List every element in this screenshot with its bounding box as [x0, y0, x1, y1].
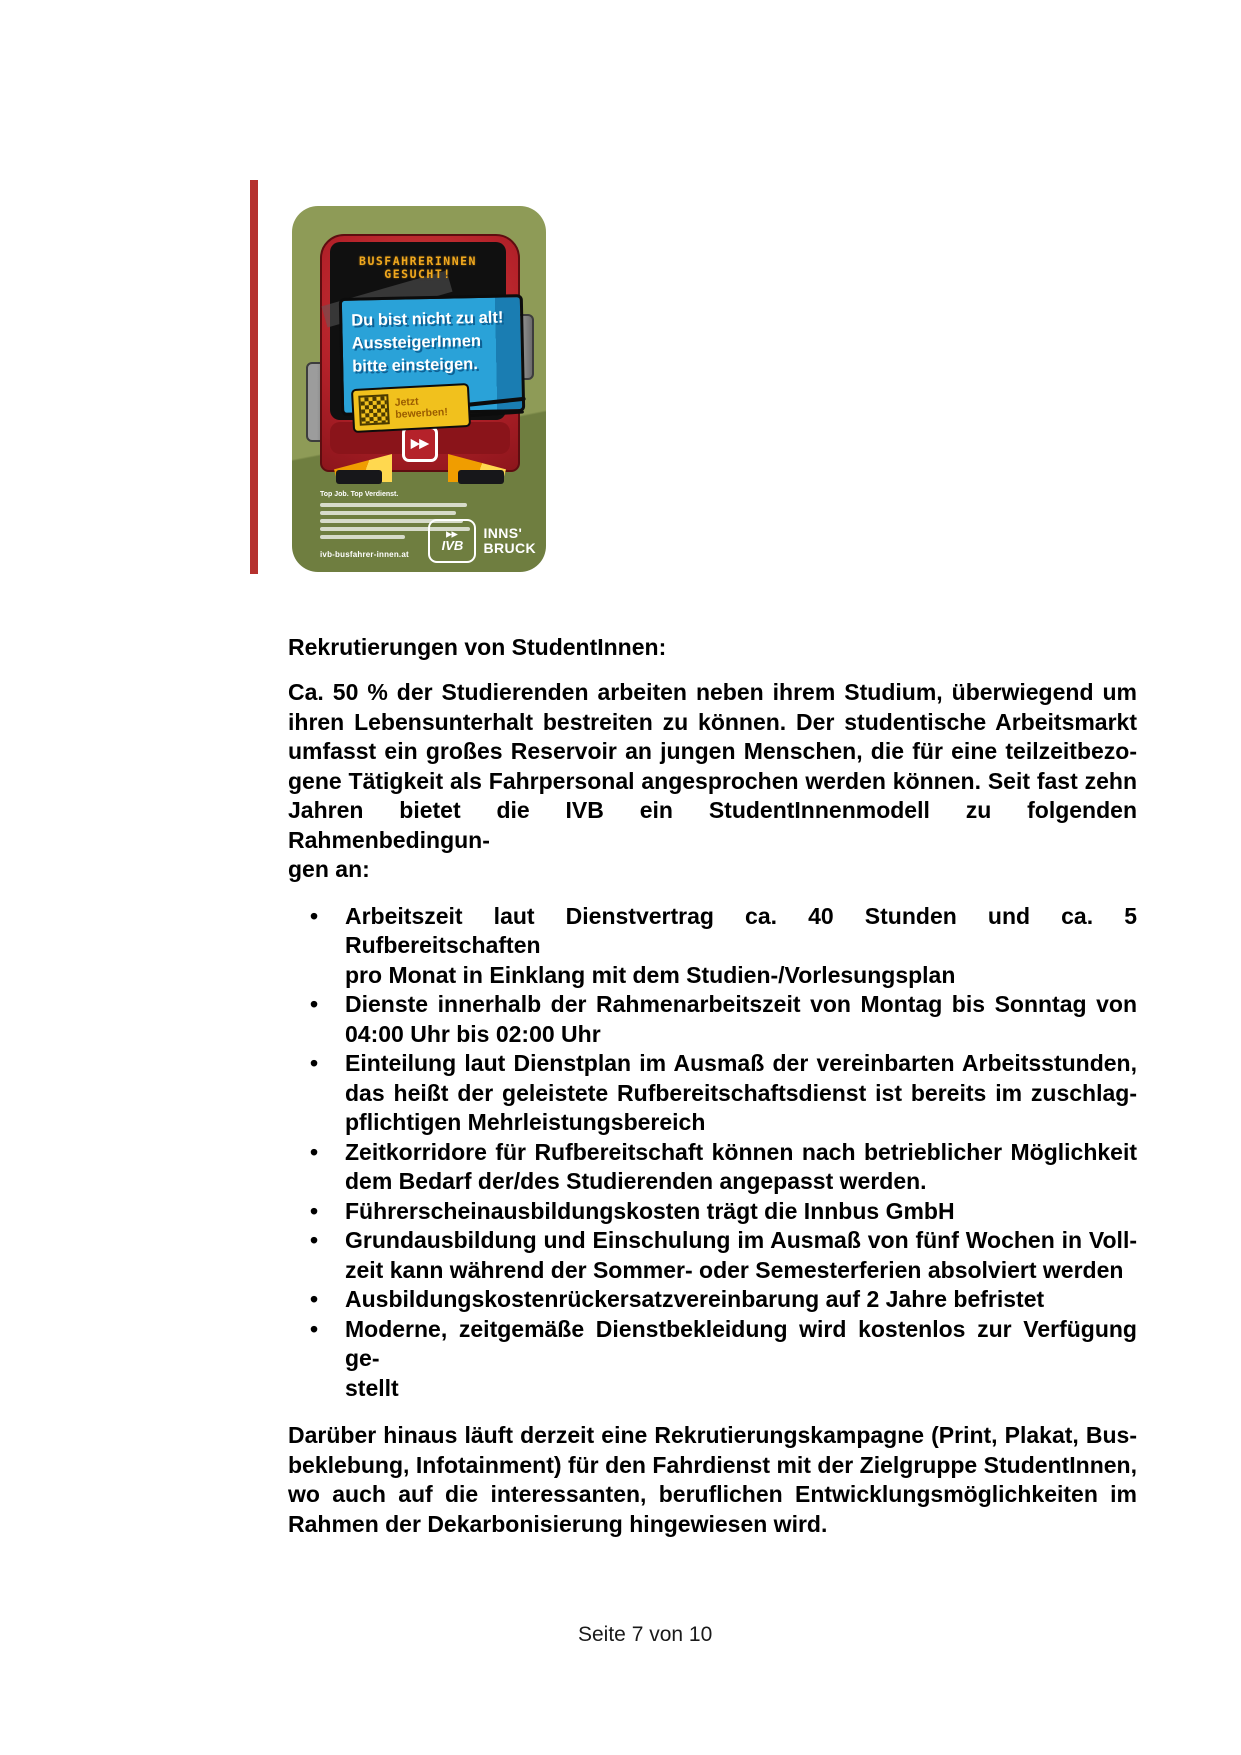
paragraph-1 — [288, 678, 1137, 885]
ivb-logo — [428, 519, 476, 563]
illegible-text-line — [320, 511, 456, 515]
bullet-item — [288, 990, 1137, 1049]
bullet-item — [288, 1049, 1137, 1138]
recruitment-poster-figure — [250, 180, 550, 576]
text-line: Ausbildungskostenrückersatzvereinbarung auf 2 Jahre befristet — [345, 1286, 1045, 1312]
text-line: wo auch auf die interessanten, beruflichen Entwicklungsmöglichkeiten im — [288, 1481, 1137, 1507]
wordmark-line1: INNS' — [483, 525, 523, 541]
text-line: pro Monat in Einklang mit dem Studien-/Vorlesungsplan — [345, 961, 956, 988]
bullet-marker: • — [310, 1286, 319, 1312]
poster-edge-strip — [250, 180, 258, 574]
ivb-bus-poster — [292, 206, 546, 572]
text-line: stellt — [345, 1374, 399, 1401]
bullet-marker: • — [310, 1227, 319, 1253]
wheel-right — [458, 470, 504, 484]
bullet-item — [288, 1197, 1137, 1227]
bullet-marker: • — [310, 991, 319, 1017]
text-line: ihren Lebensunterhalt bestreiten zu können. Der studentische Arbeitsmarkt — [288, 708, 1137, 735]
bullet-marker: • — [310, 902, 319, 929]
qr-sticker — [351, 383, 471, 433]
page-number: Seite 7 von 10 — [578, 1623, 713, 1646]
text-line: 04:00 Uhr bis 02:00 Uhr — [345, 1020, 601, 1047]
text-line: Rahmen der Dekarbonisierung hingewiesen wird. — [288, 1510, 828, 1537]
paragraph-2 — [288, 1421, 1137, 1539]
text-line: Führerscheinausbildungskosten trägt die Innbus GmbH — [345, 1197, 955, 1224]
text-line: bitte einsteigen. — [352, 355, 478, 376]
bullet-item — [288, 1315, 1137, 1404]
bullet-marker: • — [310, 1050, 319, 1076]
matrix-text-line1: BUSFAHRERINNEN — [359, 254, 477, 268]
bullet-item — [288, 1285, 1137, 1315]
bullet-item — [288, 902, 1137, 991]
ivb-logo-text: IVB — [441, 538, 464, 553]
document-body — [288, 632, 1137, 1556]
text-line: Darüber hinaus läuft derzeit eine Rekrutierungskampagne (Print, Plakat, Bus- — [288, 1422, 1137, 1448]
wheel-left — [336, 470, 382, 484]
text-line: Jahren bietet die IVB ein StudentInnenmodell zu folgenden Rahmenbedingun- — [288, 797, 1137, 853]
text-line: Zeitkorridore für Rufbereitschaft können nach betrieblicher Möglichkeit — [345, 1138, 1137, 1165]
illegible-text-line — [320, 503, 467, 507]
bullet-list — [288, 902, 1137, 1404]
bullet-marker: • — [310, 1197, 319, 1224]
sticker-text — [394, 394, 448, 421]
destination-display — [330, 246, 506, 290]
bullet-marker: • — [310, 1315, 319, 1342]
ivb-emblem — [402, 426, 438, 462]
section-heading: Rekrutierungen von StudentInnen: — [288, 634, 667, 660]
matrix-text-line2: GESUCHT! — [384, 267, 452, 281]
brand-lockup — [428, 519, 536, 563]
illegible-text-line — [320, 535, 405, 539]
sticker-line2: bewerben! — [395, 406, 449, 421]
innsbruck-wordmark — [483, 526, 536, 556]
poster-url: ivb-busfahrer-innen.at — [320, 550, 409, 559]
bullet-item — [288, 1138, 1137, 1197]
text-line: AussteigerInnen — [351, 331, 482, 353]
text-line: zeit kann während der Sommer- oder Semesterferien absolviert werden — [345, 1256, 1124, 1283]
text-line: Moderne, zeitgemäße Dienstbekleidung wird kostenlos zur Verfügung ge- — [345, 1315, 1137, 1371]
text-line: umfasst ein großes Reservoir an jungen Menschen, die für eine teilzeitbezo- — [288, 738, 1137, 764]
fine-print-lead: Top Job. Top Verdienst. — [320, 491, 399, 498]
text-line: Grundausbildung und Einschulung im Ausmaß von fünf Wochen in Voll- — [345, 1227, 1137, 1253]
text-line: Du bist nicht zu alt! — [351, 308, 504, 330]
text-line: pflichtigen Mehrleistungsbereich — [345, 1109, 706, 1135]
bullet-item — [288, 1226, 1137, 1285]
qr-code-icon — [358, 394, 390, 426]
sticker-line1: Jetzt — [394, 395, 419, 409]
text-line: das heißt der geleistete Rufbereitschaftsdienst ist bereits im zuschlag- — [345, 1079, 1137, 1106]
bus-windshield — [330, 242, 506, 420]
text-line: Dienste innerhalb der Rahmenarbeitszeit von Montag bis Sonntag von — [345, 991, 1137, 1017]
text-line: beklebung, Infotainment) für den Fahrdienst mit der Zielgruppe StudentInnen, — [288, 1451, 1137, 1478]
text-line: Arbeitszeit laut Dienstvertrag ca. 40 Stunden und ca. 5 Rufbereitschaften — [345, 902, 1137, 958]
text-line: gene Tätigkeit als Fahrpersonal angesprochen werden können. Seit fast zehn — [288, 767, 1137, 794]
text-line: Einteilung laut Dienstplan im Ausmaß der vereinbarten Arbeitsstunden, — [345, 1050, 1137, 1076]
bus-illustration — [320, 234, 520, 472]
wordmark-line2: BRUCK — [483, 540, 536, 556]
bullet-marker: • — [310, 1138, 319, 1165]
ivb-arrow-icon — [409, 435, 431, 453]
text-line: gen an: — [288, 856, 370, 882]
text-line: dem Bedarf der/des Studierenden angepasst werden. — [345, 1168, 927, 1194]
text-line: Ca. 50 % der Studierenden arbeiten neben ihrem Studium, überwiegend um — [288, 679, 1137, 705]
